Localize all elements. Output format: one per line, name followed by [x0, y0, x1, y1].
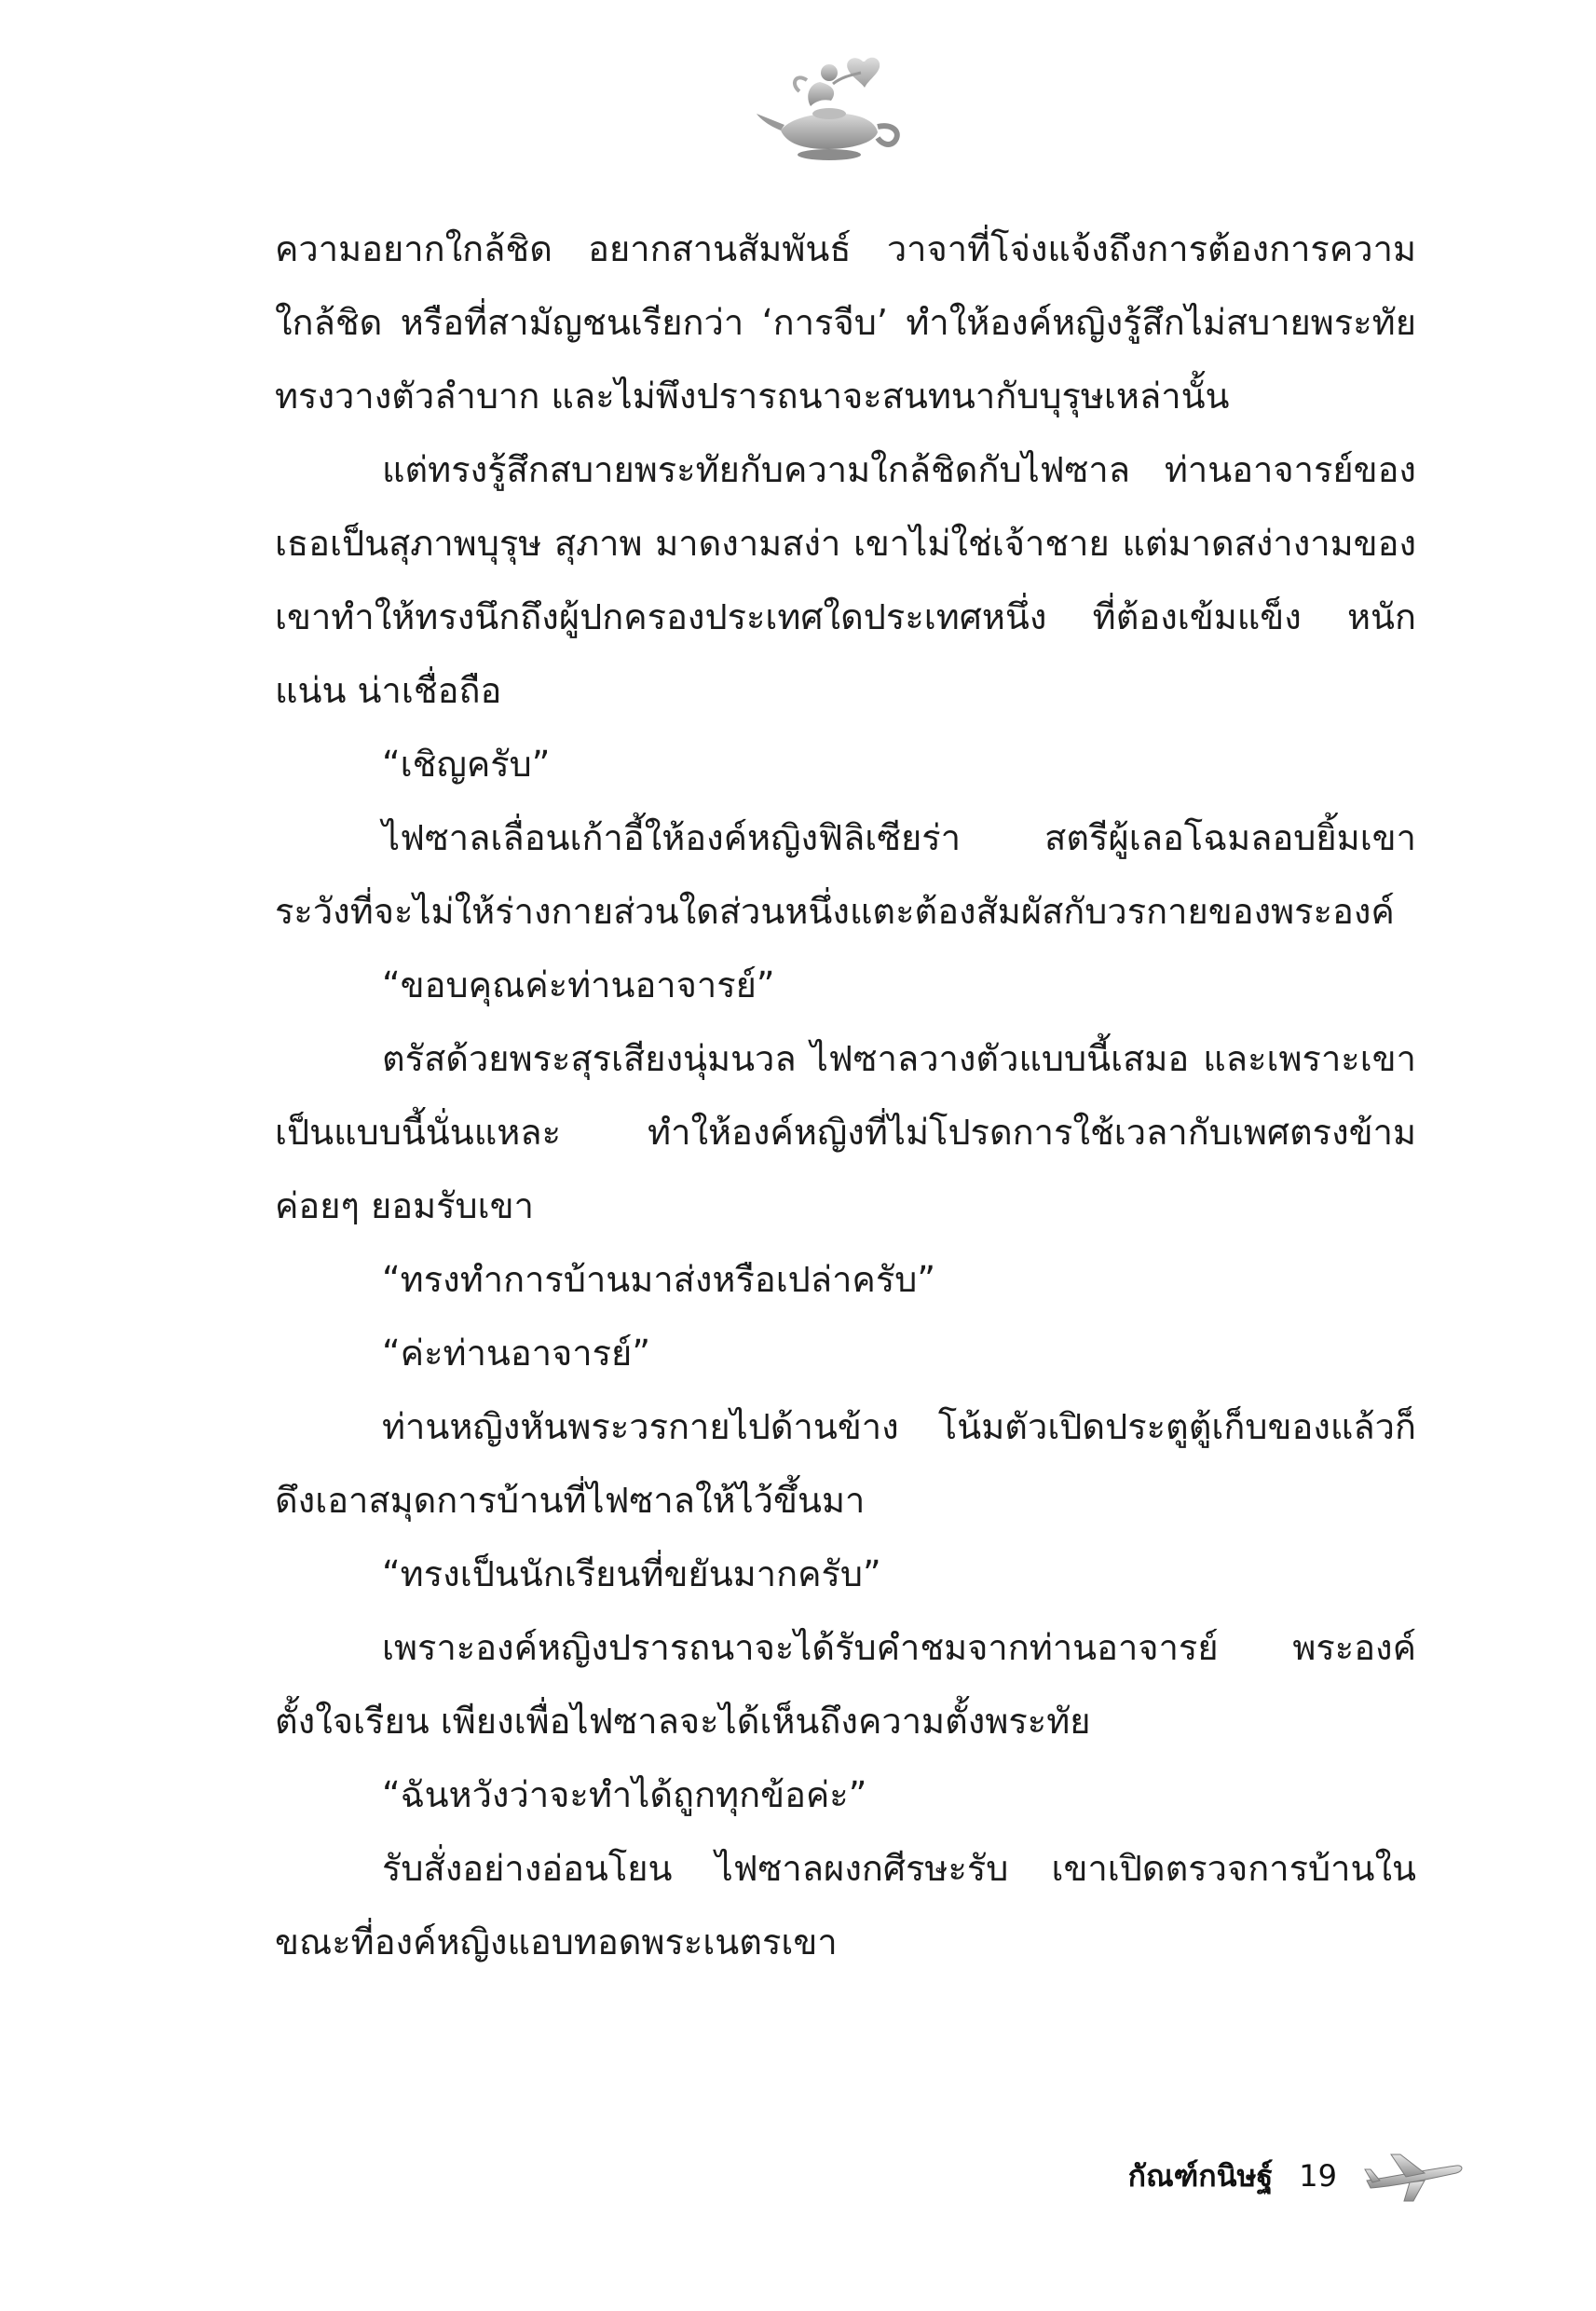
page-number: 19	[1299, 2158, 1337, 2194]
dialogue-line: “ฉันหวังว่าจะทำได้ถูกทุกข้อค่ะ”	[382, 1774, 867, 1815]
dialogue-line: “เชิญครับ”	[382, 744, 551, 785]
body-text	[275, 212, 1416, 1979]
airplane-icon	[1363, 2149, 1466, 2203]
paragraph: ความอยากใกล้ชิด อยากสานสัมพันธ์ วาจาที่โจ่งแจ้งถึงการต้องการความใกล้ชิด หรือที่สามัญชนเรียกว่า ‘การจีบ’ ทำให้องค์หญิงรู้สึกไม่สบายพระทัย ทรงวางตัวลำบาก และไม่พึงปรารถนาจะสนทนากับบุรุษเหล่านั้น	[275, 228, 1416, 417]
cupid-teapot-ornament-icon	[753, 52, 911, 164]
dialogue-line: “ทรงเป็นนักเรียนที่ขยันมากครับ”	[382, 1553, 881, 1594]
dialogue-line: “ค่ะท่านอาจารย์”	[382, 1333, 651, 1374]
paragraph: ไฟซาลเลื่อนเก้าอี้ให้องค์หญิงฟิลิเซียร่า สตรีผู้เลอโฉมลอบยิ้มเขาระวังที่จะไม่ให้ร่างกายส่วนใดส่วนหนึ่งแตะต้องสัมผัสกับวรกายของพระองค์	[275, 817, 1416, 932]
running-title: กัณฑ์กนิษฐ์	[1127, 2157, 1274, 2194]
paragraph: เพราะองค์หญิงปรารถนาจะได้รับคำชมจากท่านอาจารย์ พระองค์ตั้งใจเรียน เพียงเพื่อไฟซาลจะได้เห็นถึงความตั้งพระทัย	[275, 1627, 1416, 1742]
paragraph: ท่านหญิงหันพระวรกายไปด้านข้าง โน้มตัวเปิดประตูตู้เก็บของแล้วก็ดึงเอาสมุดการบ้านที่ไฟซาลให้ไว้ขึ้นมา	[275, 1406, 1416, 1521]
dialogue-line: “ขอบคุณค่ะท่านอาจารย์”	[382, 964, 775, 1005]
dialogue-line: “ทรงทำการบ้านมาส่งหรือเปล่าครับ”	[382, 1259, 936, 1300]
paragraph: รับสั่งอย่างอ่อนโยน ไฟซาลผงกศีรษะรับ เขาเปิดตรวจการบ้านในขณะที่องค์หญิงแอบทอดพระเนตรเขา	[275, 1848, 1416, 1962]
paragraph: ตรัสด้วยพระสุรเสียงนุ่มนวล ไฟซาลวางตัวแบบนี้เสมอ และเพราะเขาเป็นแบบนี้นั่นแหละ ทำให้องค์หญิงที่ไม่โปรดการใช้เวลากับเพศตรงข้ามค่อยๆ ยอมรับเขา	[275, 1038, 1416, 1226]
paragraph: แต่ทรงรู้สึกสบายพระทัยกับความใกล้ชิดกับไฟซาล ท่านอาจารย์ของเธอเป็นสุภาพบุรุษ สุภาพ มาดงามสง่า เขาไม่ใช่เจ้าชาย แต่มาดสง่างามของเขาทำให้ทรงนึกถึงผู้ปกครองประเทศใดประเทศหนึ่ง ที่ต้องเข้มแข็ง หนักแน่น น่าเชื่อถือ	[275, 449, 1416, 711]
page-footer	[1128, 2148, 1466, 2204]
